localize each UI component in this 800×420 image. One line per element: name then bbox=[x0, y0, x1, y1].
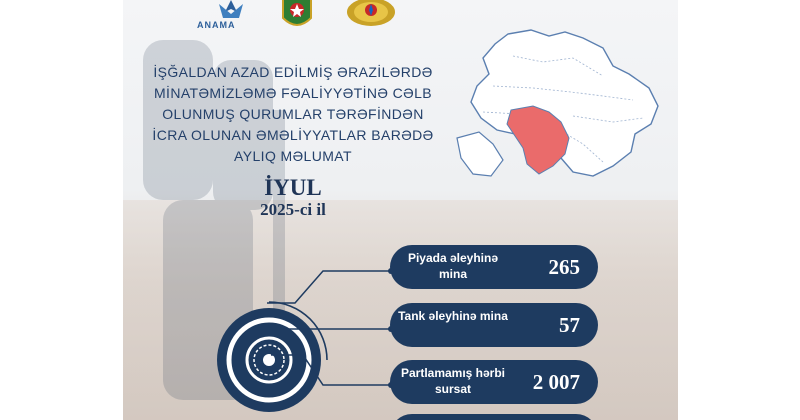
azerbaijan-map bbox=[453, 26, 668, 191]
stat-label: Piyada əleyhinə mina bbox=[407, 251, 499, 281]
stat-antitank-mines bbox=[390, 303, 598, 347]
stat-next-partial bbox=[390, 414, 598, 420]
title-line: OLUNMUŞ QURUMLAR TƏRƏFİNDƏN bbox=[162, 106, 424, 122]
infographic-canvas bbox=[123, 0, 678, 420]
report-year: 2025-ci il bbox=[260, 200, 326, 219]
stat-unexploded-ordnance bbox=[390, 360, 598, 404]
stat-label: Partlamamış hərbi sursat bbox=[400, 366, 506, 396]
stat-value: 265 bbox=[548, 255, 580, 279]
stat-value: 57 bbox=[559, 313, 580, 337]
emergency-emblem bbox=[345, 0, 397, 30]
title-line: MİNATƏMİZLƏMƏ FƏALİYYƏTİNƏ CƏLB bbox=[153, 85, 432, 101]
report-title bbox=[133, 62, 453, 167]
title-line: AYLIQ MƏLUMAT bbox=[234, 148, 352, 164]
stat-value: 2 007 bbox=[532, 370, 580, 394]
title-line: İCRA OLUNAN ƏMƏLİYYATLAR BARƏDƏ bbox=[152, 127, 434, 143]
anama-logo-text: ANAMA bbox=[197, 20, 236, 30]
stat-label: Tank əleyhinə mina bbox=[398, 309, 508, 323]
army-emblem bbox=[279, 0, 315, 32]
title-line: İŞĞALDAN AZAD EDİLMİŞ ƏRAZİLƏRDƏ bbox=[153, 64, 433, 80]
connector-lines bbox=[263, 255, 413, 415]
report-month: İYUL bbox=[264, 175, 322, 200]
stat-antipersonnel-mines bbox=[390, 245, 598, 289]
